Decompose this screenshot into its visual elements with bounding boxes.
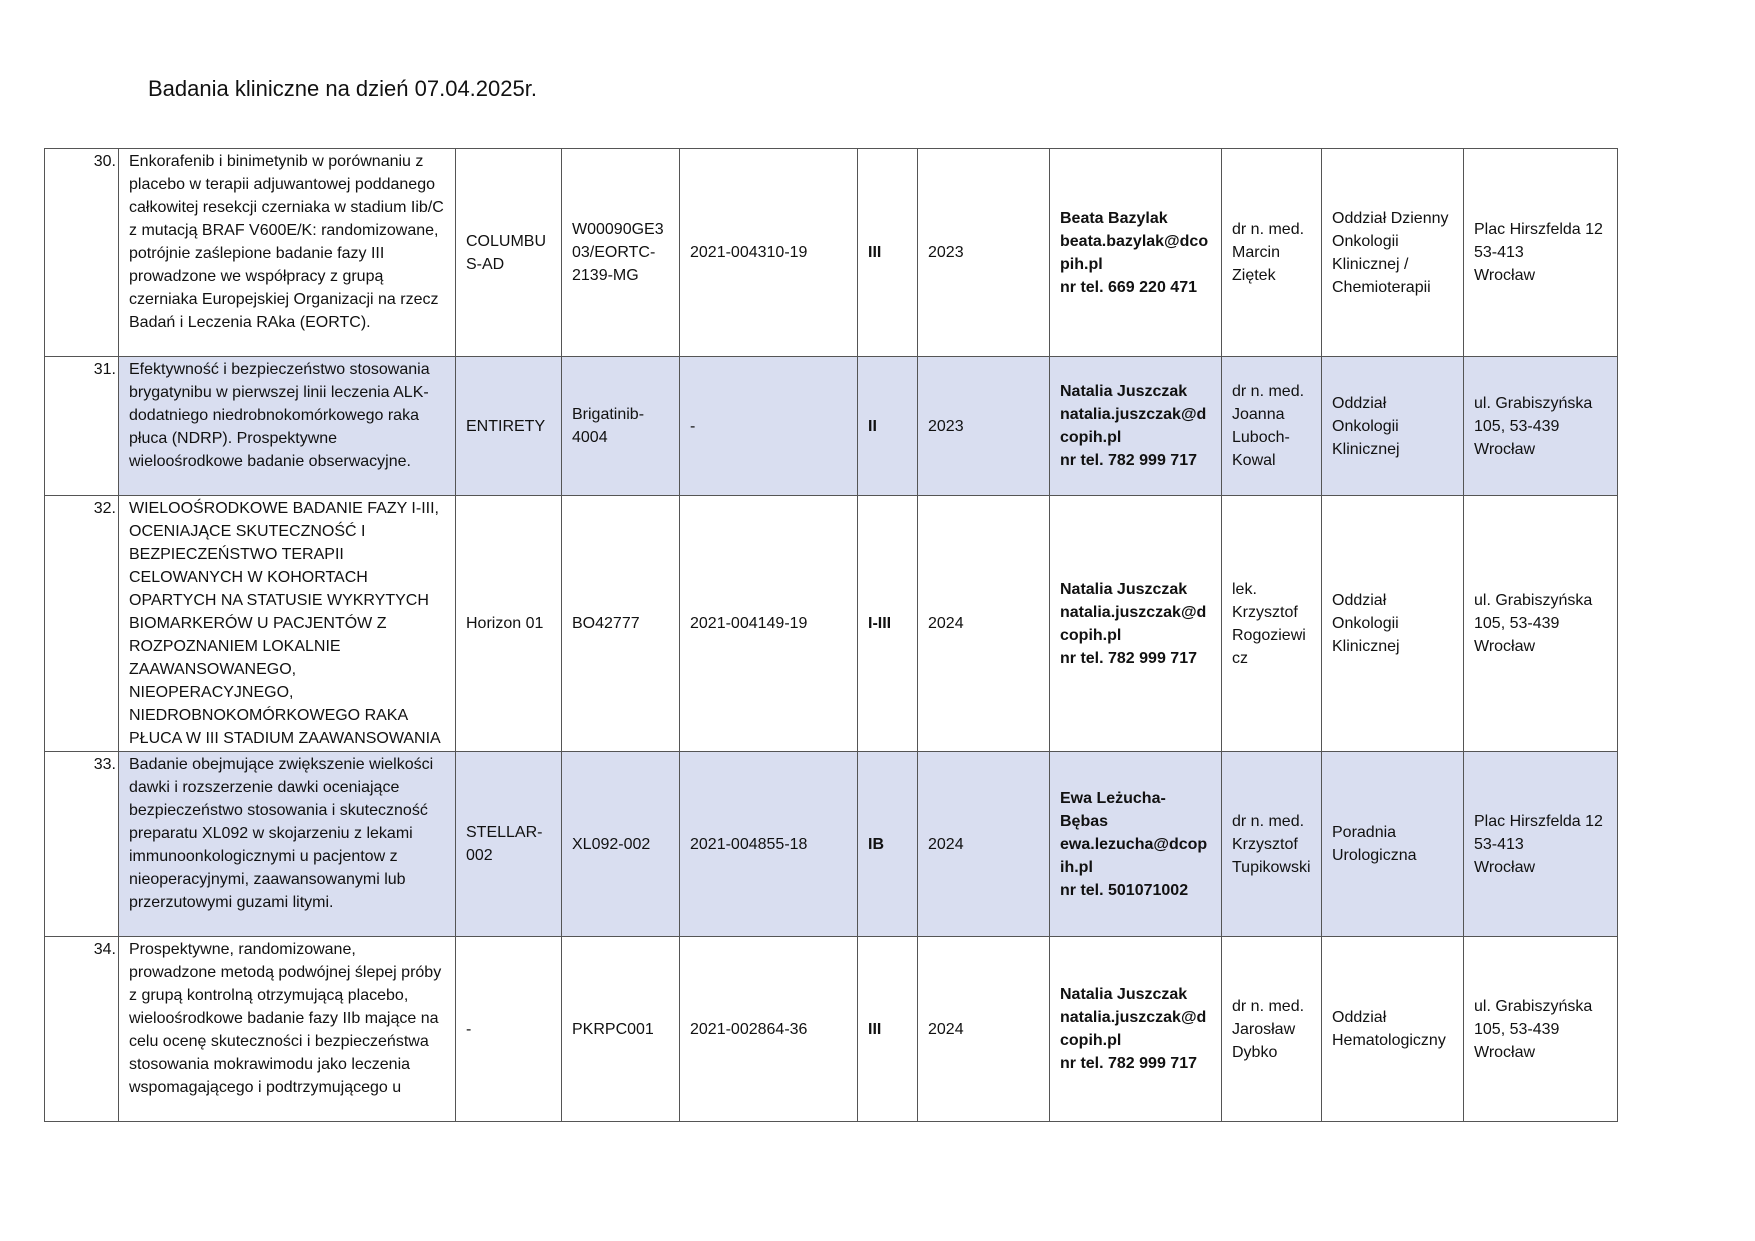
address-cell — [1464, 752, 1618, 937]
trial-phase: I-III — [858, 496, 918, 752]
row-number: 33. — [45, 752, 119, 937]
address-line: ul. Grabiszyńska 105, 53-439 Wrocław — [1474, 592, 1593, 655]
trial-title: Prospektywne, randomizowane, prowadzone metodą podwójnej ślepej próby z grupą kontrolną otrzymującą placebo, wieloośrodkowe badanie fazy IIb mające na celu ocenę skuteczności i bezpieczeństwa stosowania mokrawimodu jako leczenia wspomagającego i podtrzymującego u — [119, 937, 456, 1122]
address-cell — [1464, 149, 1618, 357]
contact-phone: nr tel. 782 999 717 — [1060, 452, 1197, 469]
contact-email[interactable]: beata.bazylak@dcopih.pl — [1060, 232, 1209, 273]
contact-phone: nr tel. 669 220 471 — [1060, 278, 1197, 296]
address-line: 53-413 — [1474, 244, 1524, 261]
address-line: Plac Hirszfelda 12 — [1474, 221, 1603, 238]
department: Poradnia Urologiczna — [1322, 752, 1464, 937]
protocol-number: XL092-002 — [562, 752, 680, 937]
clinical-trials-table — [44, 148, 1618, 1122]
protocol-number: W00090GE303/EORTC-2139-MG — [562, 149, 680, 357]
trial-title: WIELOOŚRODKOWE BADANIE FAZY I-III, OCENIAJĄCE SKUTECZNOŚĆ I BEZPIECZEŃSTWO TERAPII CELOWANYCH W KOHORTACH OPARTYCH NA STATUSIE WYKRYTYCH BIOMARKERÓW U PACJENTÓW Z ROZPOZNANIEM LOKALNIE ZAAWANSOWANEGO, NIEOPERACYJNEGO, NIEDROBNOKOMÓRKOWEGO RAKA PŁUCA W III STADIUM ZAAWANSOWANIA — [119, 496, 456, 752]
trial-phase: III — [858, 937, 918, 1122]
principal-investigator: dr n. med. Krzysztof Tupikowski — [1222, 752, 1322, 937]
start-year: 2024 — [918, 496, 1050, 752]
eudract-number: - — [680, 357, 858, 496]
address-line: Wrocław — [1474, 858, 1536, 876]
eudract-number: 2021-002864-36 — [680, 937, 858, 1122]
table-row — [45, 357, 1618, 496]
eudract-number: 2021-004149-19 — [680, 496, 858, 752]
contact-email[interactable]: natalia.juszczak@dcopih.pl — [1060, 406, 1207, 446]
contact-name: Ewa Leżucha-Bębas — [1060, 789, 1166, 830]
start-year: 2024 — [918, 937, 1050, 1122]
eudract-number: 2021-004855-18 — [680, 752, 858, 937]
department: Oddział Onkologii Klinicznej — [1322, 496, 1464, 752]
contact-phone: nr tel. 501071002 — [1060, 881, 1189, 899]
row-number: 32. — [45, 496, 119, 752]
contact-email[interactable]: natalia.juszczak@dcopih.pl — [1060, 603, 1207, 644]
trial-acronym: ENTIRETY — [456, 357, 562, 496]
trial-title: Enkorafenib i binimetynib w porównaniu z placebo w terapii adjuwantowej poddanego całkowitej resekcji czerniaka w stadium Iib/C z mutacją BRAF V600E/K: randomizowane, potrójnie zaślepione badanie fazy III prowadzone we współpracy z grupą czerniaka Europejskiej Organizacji na rzecz Badań i Leczenia RAka (EORTC). — [119, 149, 456, 357]
table-body — [45, 149, 1618, 1122]
trial-phase: II — [858, 357, 918, 496]
protocol-number: BO42777 — [562, 496, 680, 752]
department: Oddział Dzienny Onkologii Klinicznej / Chemioterapii — [1322, 149, 1464, 357]
table-row — [45, 149, 1618, 357]
contact-name: Natalia Juszczak — [1060, 580, 1188, 598]
principal-investigator: dr n. med. Joanna Luboch-Kowal — [1222, 357, 1322, 496]
address-cell — [1464, 357, 1618, 496]
address-line: ul. Grabiszyńska 105, 53-439 Wrocław — [1474, 997, 1593, 1061]
trial-phase: IB — [858, 752, 918, 937]
start-year: 2024 — [918, 752, 1050, 937]
trial-acronym: Horizon 01 — [456, 496, 562, 752]
contact-email[interactable]: natalia.juszczak@dcopih.pl — [1060, 1009, 1207, 1049]
table-row — [45, 752, 1618, 937]
trial-acronym: - — [456, 937, 562, 1122]
address-cell — [1464, 937, 1618, 1122]
contact-cell — [1050, 357, 1222, 496]
department: Oddział Onkologii Klinicznej — [1322, 357, 1464, 496]
address-line: Plac Hirszfelda 12 — [1474, 812, 1603, 830]
row-number: 30. — [45, 149, 119, 357]
address-cell — [1464, 496, 1618, 752]
page-title: Badania kliniczne na dzień 07.04.2025r. — [148, 76, 537, 101]
start-year: 2023 — [918, 357, 1050, 496]
contact-cell — [1050, 752, 1222, 937]
trial-title: Efektywność i bezpieczeństwo stosowania brygatynibu w pierwszej linii leczenia ALK-dodatniego niedrobnokomórkowego raka płuca (NDRP). Prospektywne wieloośrodkowe badanie obserwacyjne. — [119, 357, 456, 496]
contact-phone: nr tel. 782 999 717 — [1060, 1055, 1197, 1072]
contact-phone: nr tel. 782 999 717 — [1060, 649, 1197, 667]
table-row — [45, 496, 1618, 752]
address-line: Wrocław — [1474, 267, 1536, 284]
address-line: ul. Grabiszyńska 105, 53-439 Wrocław — [1474, 394, 1593, 458]
row-number: 31. — [45, 357, 119, 496]
trial-title: Badanie obejmujące zwiększenie wielkości dawki i rozszerzenie dawki oceniające bezpieczeństwo stosowania i skuteczność preparatu XL092 w skojarzeniu z lekami immunoonkologicznymi u pacjentow z nieoperacyjnymi, zaawansowanymi lub przerzutowymi guzami litymi. — [119, 752, 456, 937]
contact-cell — [1050, 496, 1222, 752]
table-row — [45, 937, 1618, 1122]
contact-cell — [1050, 937, 1222, 1122]
trial-acronym: COLUMBUS-AD — [456, 149, 562, 357]
contact-cell — [1050, 149, 1222, 357]
row-number: 34. — [45, 937, 119, 1122]
start-year: 2023 — [918, 149, 1050, 357]
principal-investigator: lek. Krzysztof Rogoziewicz — [1222, 496, 1322, 752]
contact-name: Beata Bazylak — [1060, 209, 1168, 227]
protocol-number: Brigatinib-4004 — [562, 357, 680, 496]
department: Oddział Hematologiczny — [1322, 937, 1464, 1122]
trial-phase: III — [858, 149, 918, 357]
principal-investigator: dr n. med. Jarosław Dybko — [1222, 937, 1322, 1122]
contact-name: Natalia Juszczak — [1060, 383, 1188, 400]
protocol-number: PKRPC001 — [562, 937, 680, 1122]
trial-acronym: STELLAR-002 — [456, 752, 562, 937]
eudract-number: 2021-004310-19 — [680, 149, 858, 357]
principal-investigator: dr n. med. Marcin Ziętek — [1222, 149, 1322, 357]
address-line: 53-413 — [1474, 835, 1524, 853]
contact-name: Natalia Juszczak — [1060, 986, 1188, 1003]
contact-email[interactable]: ewa.lezucha@dcopih.pl — [1060, 835, 1208, 876]
